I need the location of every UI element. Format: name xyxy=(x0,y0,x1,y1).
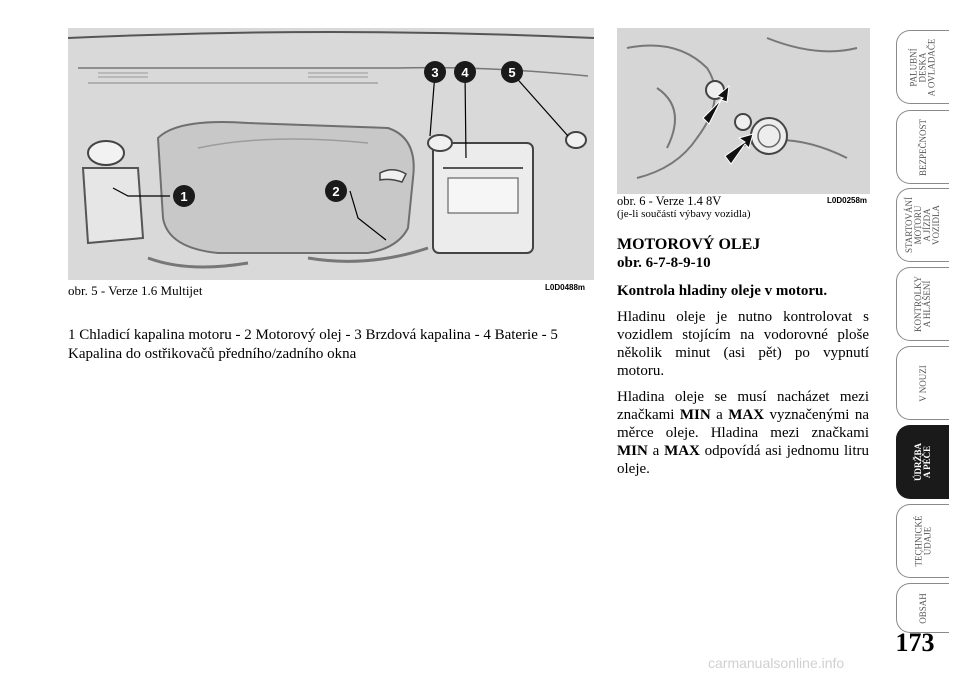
figure6-caption-line1: obr. 6 - Verze 1.4 8V xyxy=(617,194,722,208)
callout-1: 1 xyxy=(180,189,188,204)
paragraph-2-text-b: a xyxy=(710,407,729,423)
max-mark-2: MAX xyxy=(664,443,700,459)
engine-bay-figure xyxy=(68,28,594,280)
section-heading: MOTOROVÝ OLEJ xyxy=(617,236,761,253)
section-subheading: Kontrola hladiny oleje v motoru. xyxy=(617,283,828,299)
oil-dipstick-figure xyxy=(617,28,870,194)
tab-warning-lights-label: KONTROLKY A HLÁŠENÍ xyxy=(913,276,932,332)
figure5-caption: obr. 5 - Verze 1.6 Multijet xyxy=(68,283,203,298)
engine-oil-section xyxy=(617,236,869,486)
callout-4: 4 xyxy=(461,65,469,80)
min-mark: MIN xyxy=(679,407,711,423)
engine-bay-illustration xyxy=(68,28,594,280)
section-figure-refs: obr. 6-7-8-9-10 xyxy=(617,255,711,271)
min-mark-2: MIN xyxy=(617,443,648,459)
tab-contents[interactable] xyxy=(896,583,949,633)
tab-technical-data[interactable] xyxy=(896,504,949,578)
figure5-legend: 1 Chladicí kapalina motoru - 2 Motorový olej - 3 Brzdová kapalina - 4 Baterie - 5 Kapalina do ostřikovačů předního/zadního okna xyxy=(68,327,558,362)
callout-5: 5 xyxy=(508,65,516,80)
tab-maintenance[interactable] xyxy=(896,425,949,499)
paragraph-2 xyxy=(617,388,869,478)
tab-starting-driving[interactable] xyxy=(896,188,949,262)
paragraph-2-text-d: a xyxy=(647,443,665,459)
tab-emergency[interactable] xyxy=(896,346,949,420)
figure6-caption xyxy=(617,195,751,221)
figure6-code: L0D0258m xyxy=(827,196,868,205)
max-mark: MAX xyxy=(728,407,765,423)
tab-contents-label: OBSAH xyxy=(917,592,928,624)
tab-dashboard-label: PALUBNÍ DESKA A OVLADAČE xyxy=(908,38,937,96)
paragraph-1: Hladinu oleje je nutno kontrolovat s vozidlem stojícím na vodorovné ploše několik minut (asi pět) po vypnutí motoru. xyxy=(617,309,869,379)
callout-3: 3 xyxy=(431,65,439,80)
tab-warning-lights[interactable] xyxy=(896,267,949,341)
callout-2: 2 xyxy=(332,184,340,199)
tab-dashboard[interactable] xyxy=(896,30,949,104)
paragraph-2-text-c: vyznačenými na měrce oleje. Hladina mezi značkami xyxy=(617,407,870,441)
paragraph-2-text-a: Hladina oleje se musí nacházet mezi značkami xyxy=(617,389,869,423)
figure6-caption-line2: (je-li součástí výbavy vozidla) xyxy=(617,208,751,220)
tab-technical-data-label: TECHNICKÉ ÚDAJE xyxy=(913,515,932,567)
tab-starting-driving-label: STARTOVÁNÍ MOTORU A JÍZDA VOZIDLA xyxy=(904,196,942,254)
watermark: carmanualsonline.info xyxy=(708,655,845,671)
oil-dipstick-illustration xyxy=(617,28,870,194)
paragraph-2-text-e: odpovídá asi jednomu litru oleje. xyxy=(617,443,869,477)
page-number: 173 xyxy=(895,628,935,657)
tab-safety-label: BEZPEČNOST xyxy=(917,118,928,176)
figure5-code: L0D0488m xyxy=(545,283,586,292)
tab-maintenance-label: ÚDRŽBA A PÉČE xyxy=(912,442,932,482)
tab-safety[interactable] xyxy=(896,110,949,184)
tab-emergency-label: V NOUZI xyxy=(917,364,928,402)
